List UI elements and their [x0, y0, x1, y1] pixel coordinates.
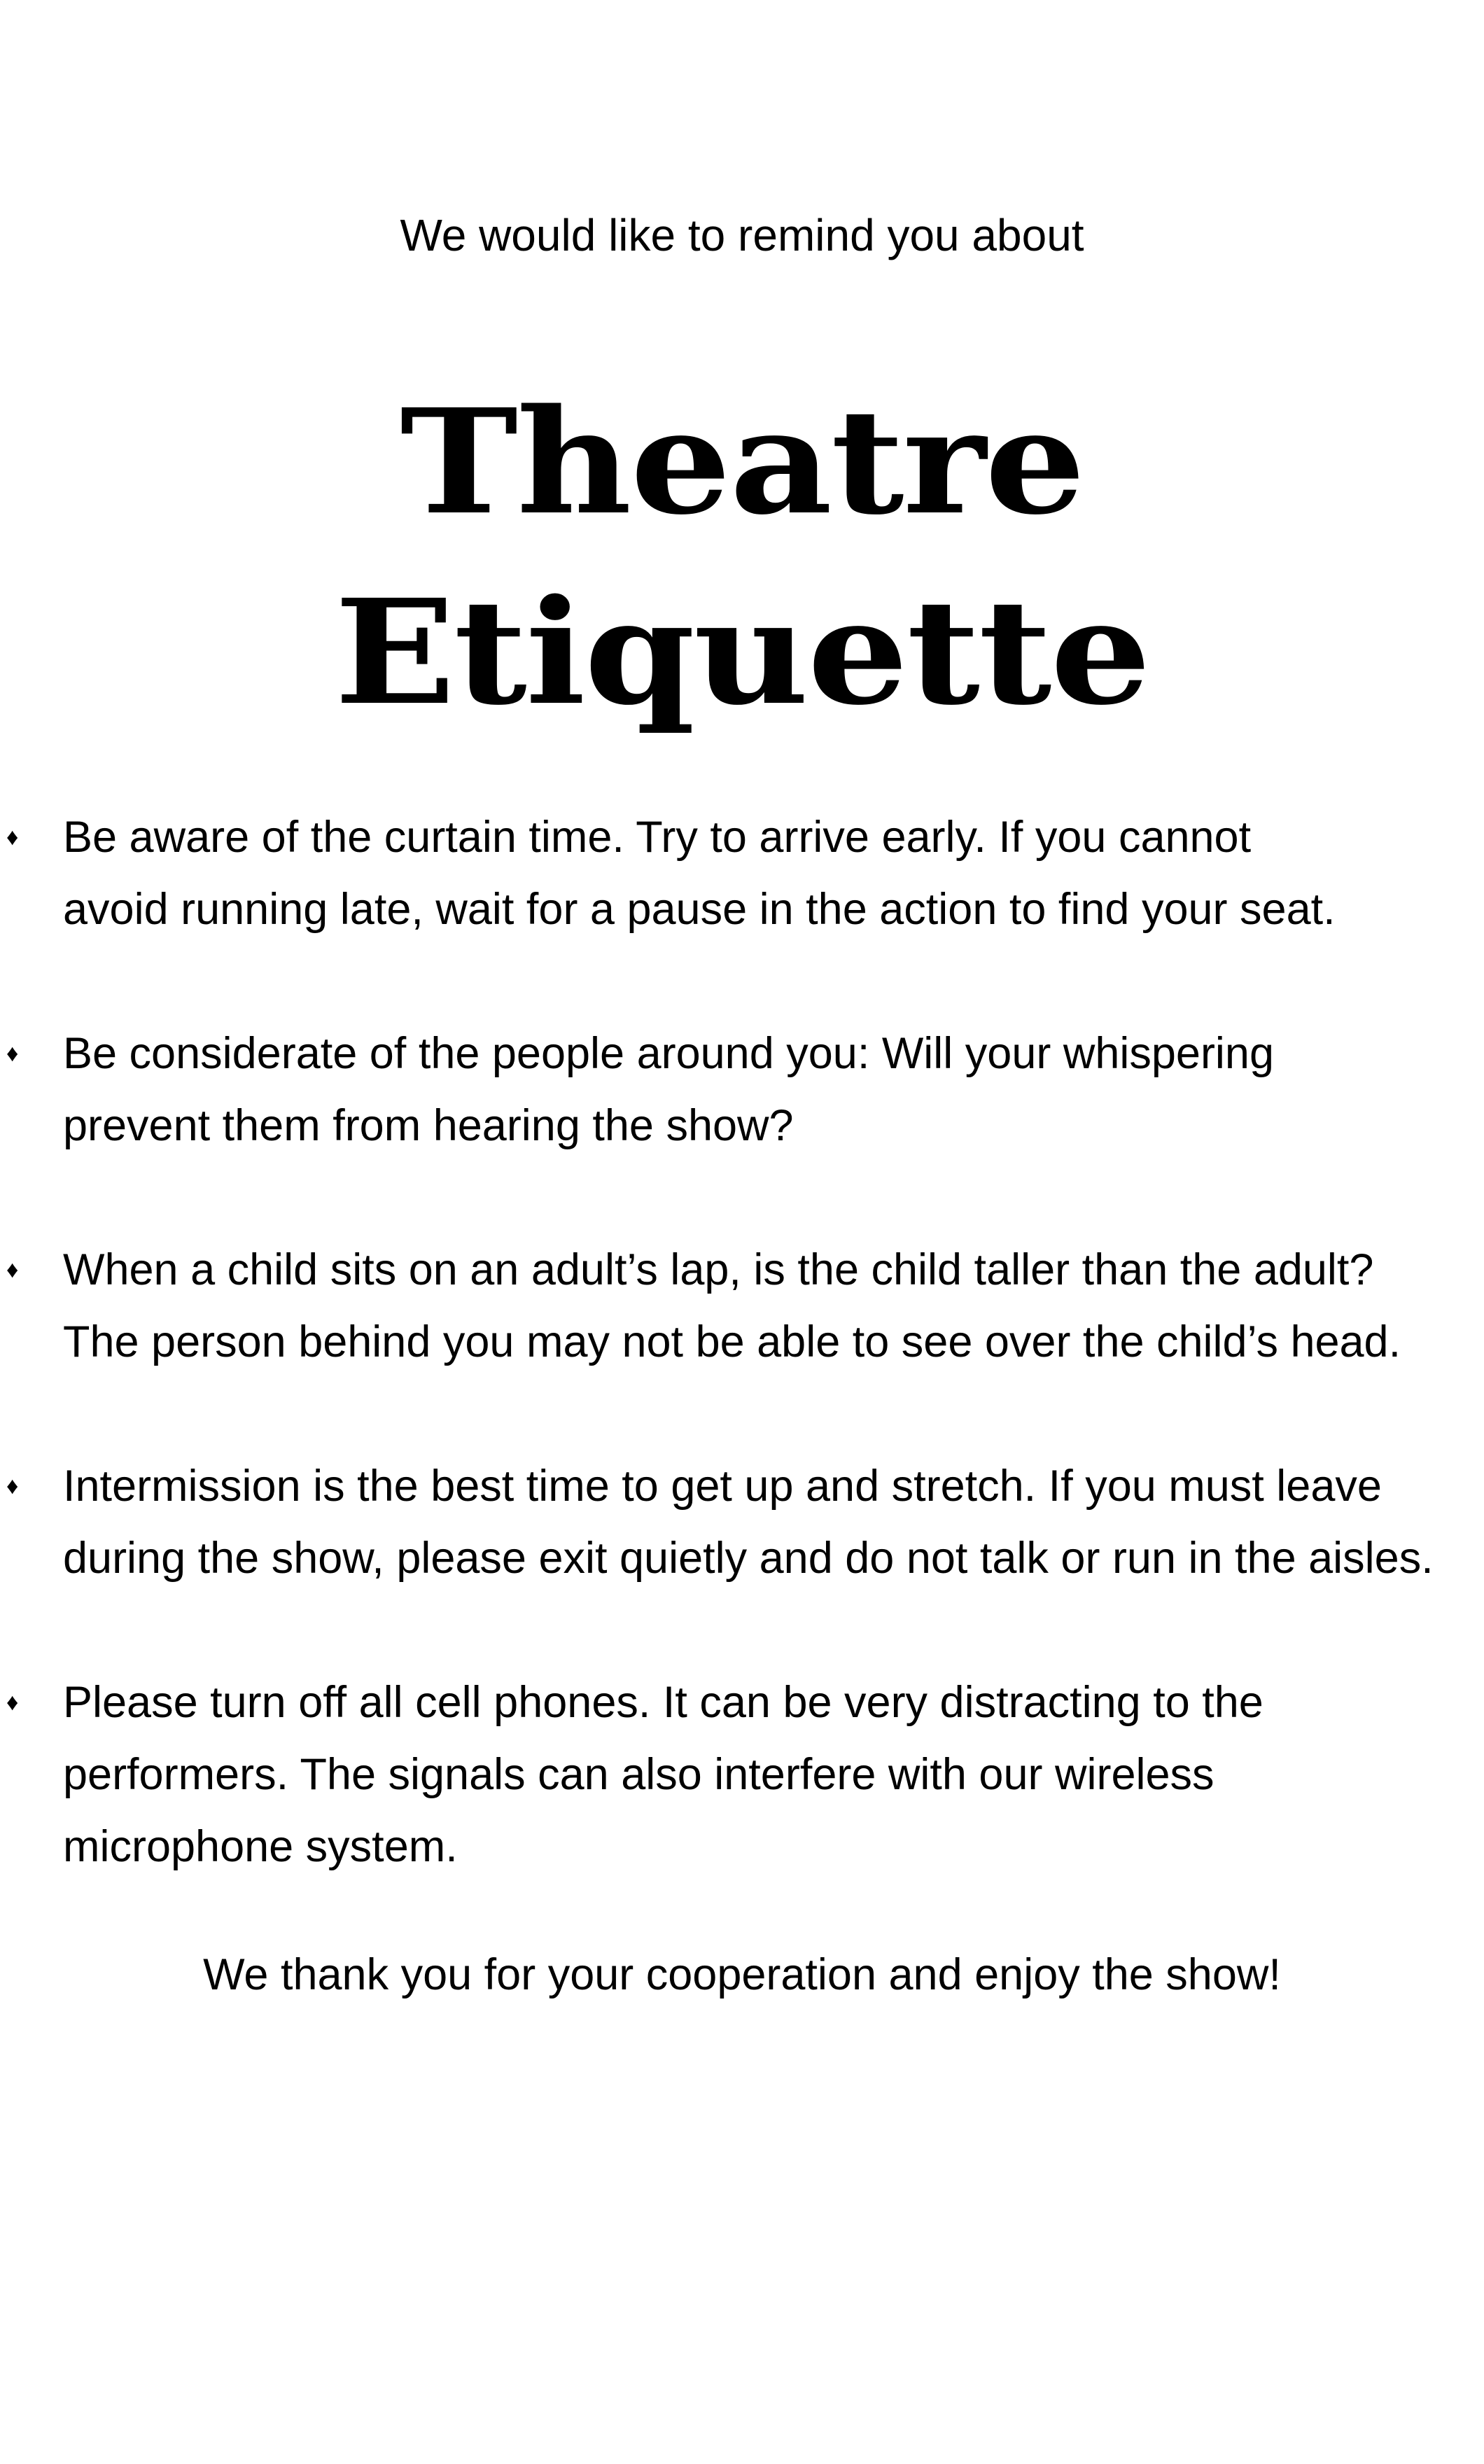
list-item — [0, 1667, 1477, 1883]
list-item — [0, 1018, 1477, 1162]
diamond-bullet-icon: ♦ — [6, 824, 19, 850]
intro-line: We would like to remind you about — [400, 210, 1084, 260]
list-item-text: Intermission is the best time to get up and stretch. If you must leave during the show, please exit quietly and do not talk or run in the aisles. — [63, 1462, 1434, 1583]
list-item-text: Please turn off all cell phones. It can be very distracting to the performers. The signals can also interfere with our wireless microphone system. — [63, 1678, 1264, 1871]
diamond-bullet-icon: ♦ — [6, 1689, 19, 1716]
diamond-bullet-icon: ♦ — [6, 1256, 19, 1283]
diamond-bullet-icon: ♦ — [6, 1040, 19, 1067]
etiquette-list — [0, 802, 1484, 1955]
page-title — [0, 367, 1484, 748]
list-item-text: When a child sits on an adult’s lap, is the child taller than the adult? The person behind you may not be able to see over the child’s head. — [63, 1245, 1401, 1366]
title-line-2: Etiquette — [334, 568, 1150, 737]
list-item — [0, 1234, 1477, 1378]
list-item — [0, 1450, 1477, 1595]
diamond-bullet-icon: ♦ — [6, 1473, 19, 1499]
title-line-1: Theatre — [400, 377, 1084, 547]
list-item-text: Be aware of the curtain time. Try to arrive early. If you cannot avoid running late, wait for a pause in the action to find your seat. — [63, 813, 1336, 934]
closing-line: We thank you for your cooperation and enjoy the show! — [203, 1950, 1281, 1999]
list-item-text: Be considerate of the people around you: Will your whispering prevent them from hearing the show? — [63, 1029, 1275, 1150]
list-item — [0, 802, 1477, 946]
